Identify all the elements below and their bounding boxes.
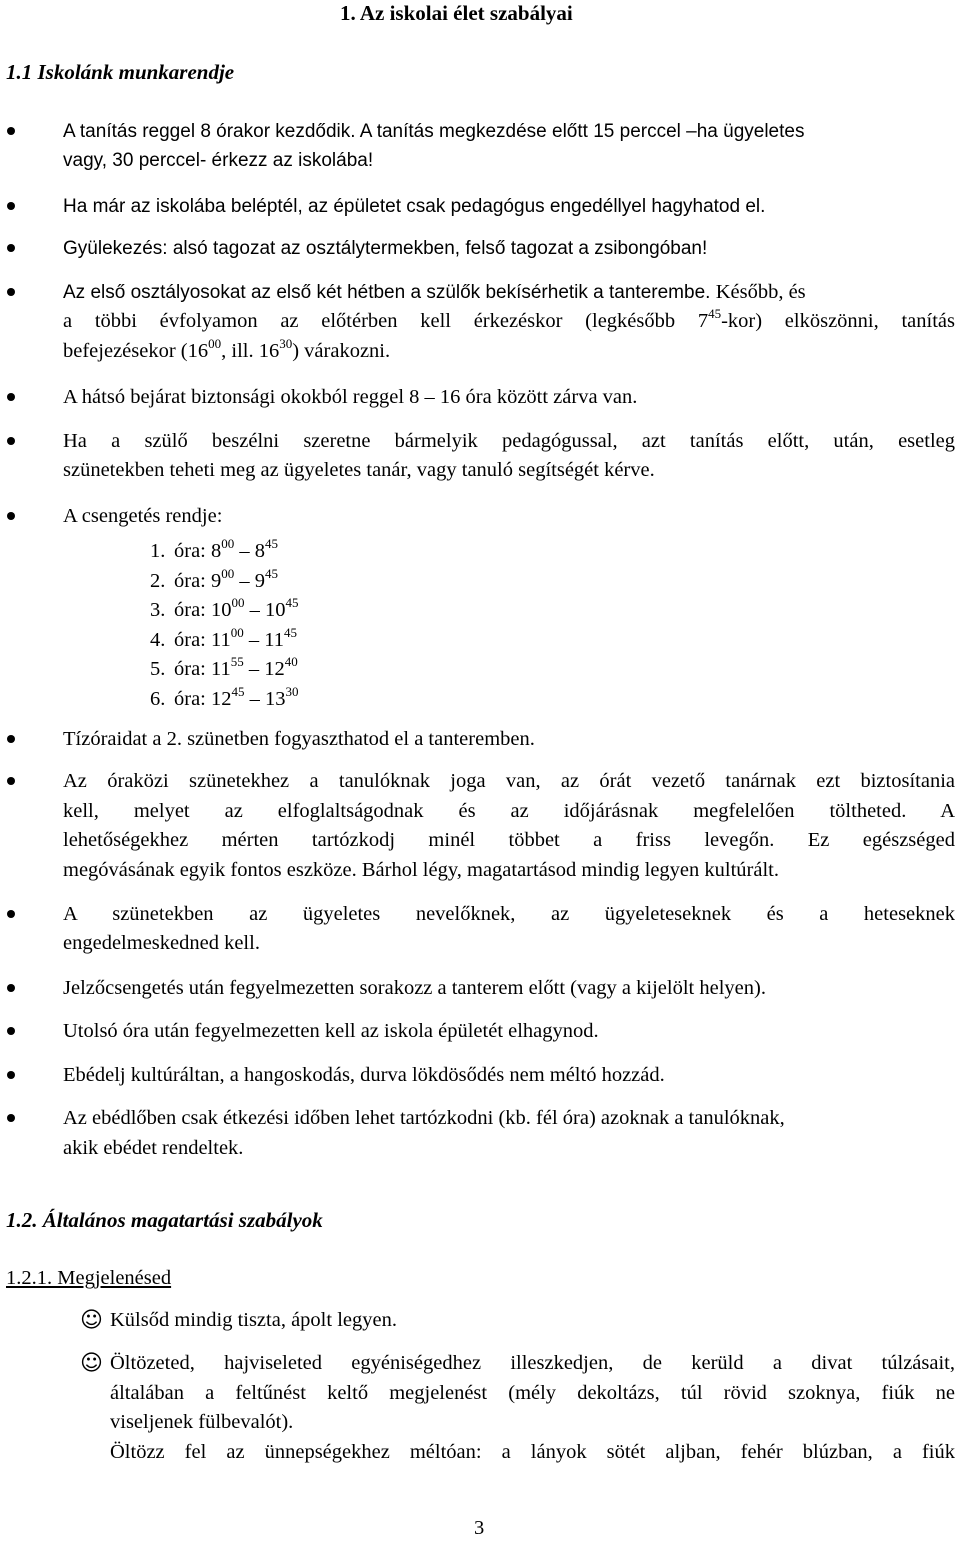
rule-text [110, 1379, 955, 1409]
rule-text-part: Az első osztályosokat az első két hétben a szülők bekísérhetik a tanterembe. [63, 282, 711, 303]
rule-text [63, 307, 955, 337]
schedule-label: óra: [174, 569, 211, 592]
rule-text: A csengetés rendje: [63, 505, 223, 527]
time-sup: 45 [708, 306, 722, 321]
smiley-icon: ☺ [80, 1308, 103, 1333]
rule-text: Külsőd mindig tiszta, ápolt legyen. [110, 1309, 397, 1331]
bullet-icon [7, 1027, 15, 1035]
schedule-start: 11 [211, 658, 231, 680]
rule-text [63, 900, 955, 930]
schedule-start-sup: 45 [231, 683, 245, 699]
rule-text: Az ebédlőben csak étkezési időben lehet tartózkodni (kb. fél óra) azoknak a tanulóknak, [63, 1107, 785, 1129]
rule-text [63, 797, 955, 827]
rule-text [63, 427, 955, 457]
schedule-row [150, 567, 278, 597]
schedule-dash: – [234, 569, 255, 592]
schedule-row [150, 626, 297, 656]
rule-text: Ebédelj kultúráltan, a hangoskodás, durva lökdösődés nem méltó hozzád. [63, 1064, 665, 1086]
rule-text-part: Később, és [715, 281, 806, 303]
rule-text: megóvásának egyik fontos eszköze. Bárhol légy, magatartásod mindig legyen kultúrált. [63, 859, 779, 881]
schedule-dash: – [244, 599, 265, 621]
bullet-icon [7, 735, 15, 743]
rule-text-part: kell, melyet az elfoglaltságodnak és az időjárásnak megfelelően töltheted. A [63, 800, 955, 822]
rule-text-part: A szünetekben az ügyeletes nevelőknek, az ügyeleteseknek és a heteseknek [63, 903, 955, 925]
smiley-icon: ☺ [80, 1351, 103, 1376]
rule-text: szünetekben teheti meg az ügyeletes tanár, vagy tanuló segítségét kérve. [63, 459, 655, 481]
schedule-label: óra: [174, 599, 211, 621]
schedule-end: 12 [264, 658, 285, 680]
rule-text-part: általában a feltűnést keltő megjelenést (mély dekoltázs, túl rövid szoknya, fiúk ne [110, 1382, 955, 1404]
subsection-title: 1.2.1. Megjelenésed [6, 1267, 172, 1289]
rule-text: vagy, 30 perccel- érkezz az iskolába! [63, 150, 374, 171]
schedule-end-sup: 45 [265, 536, 278, 551]
page-number: 3 [474, 1517, 485, 1539]
schedule-start: 9 [211, 569, 222, 592]
schedule-start-sup: 55 [230, 654, 244, 669]
schedule-row [150, 596, 299, 626]
schedule-num: 5. [150, 658, 166, 680]
rule-text: Utolsó óra után fegyelmezetten kell az iskola épületét elhagynod. [63, 1020, 599, 1042]
bullet-icon [7, 777, 15, 785]
rule-text-part: a többi évfolyamon az előtérben kell érkezéskor (legkésőbb 7 [63, 310, 709, 332]
rule-text-part: -kor) elköszönni, tanítás [721, 310, 955, 332]
schedule-start: 11 [211, 628, 231, 651]
schedule-end-sup: 40 [284, 654, 298, 669]
rule-text [63, 826, 955, 856]
schedule-label: óra: [174, 658, 211, 680]
bullet-icon [7, 288, 15, 296]
schedule-dash: – [234, 540, 255, 562]
section-title: 1.2. Általános magatartási szabályok [6, 1208, 323, 1232]
rule-text: engedelmeskedned kell. [63, 932, 260, 954]
rule-text-part: Öltözz fel az ünnepségekhez méltóan: a lányok sötét aljban, fehér blúzban, a fiúk [110, 1441, 955, 1463]
rule-text [63, 278, 806, 308]
schedule-row [150, 655, 298, 685]
rule-text-part: Az óraközi szünetekhez a tanulóknak joga van, az órát vezető tanárnak ezt biztosítania [63, 770, 955, 792]
rule-text: Tízóraidat a 2. szünetben fogyaszthatod el a tanteremben. [63, 728, 535, 750]
schedule-label: óra: [174, 687, 211, 710]
rule-text [110, 1438, 955, 1468]
schedule-num: 2. [150, 569, 166, 592]
rule-text-part: , ill. 16 [221, 340, 280, 362]
schedule-end-sup: 45 [284, 624, 297, 640]
schedule-start: 10 [211, 599, 232, 621]
rule-text [63, 337, 390, 367]
rule-text-part: lehetőségekhez mérten tartózkodj minél többet a friss levegőn. Ez egészséged [63, 829, 955, 851]
schedule-end: 11 [264, 628, 284, 651]
rule-text-part: Öltözeted, hajviseleted egyéniségedhez illeszkedjen, de kerüld a divat túlzásait, [110, 1352, 955, 1374]
rule-text-part: Ha a szülő beszélni szeretne bármelyik pedagógussal, azt tanítás előtt, után, esetleg [63, 430, 955, 452]
schedule-end: 13 [265, 687, 286, 710]
schedule-dash: – [243, 628, 265, 651]
bullet-icon [7, 910, 15, 918]
schedule-end: 9 [254, 569, 265, 592]
schedule-end: 10 [265, 599, 286, 621]
schedule-end-sup: 45 [285, 595, 299, 610]
schedule-label: óra: [174, 628, 211, 651]
rule-text-part: ) várakozni. [292, 340, 391, 362]
schedule-row [150, 537, 278, 567]
rule-text [63, 767, 955, 797]
schedule-end: 8 [254, 540, 265, 562]
schedule-dash: – [243, 658, 265, 680]
rule-text: Jelzőcsengetés után fegyelmezetten sorakozz a tanterem előtt (vagy a kijelölt helyen). [63, 977, 766, 999]
schedule-dash: – [244, 687, 265, 710]
rule-text: A hátsó bejárat biztonsági okokból reggel 8 – 16 óra között zárva van. [63, 386, 638, 408]
bullet-icon [7, 984, 15, 992]
time-sup: 30 [279, 336, 293, 351]
bullet-icon [7, 1114, 15, 1122]
schedule-num: 6. [150, 687, 166, 710]
chapter-title: 1. Az iskolai élet szabályai [340, 1, 573, 25]
bullet-icon [7, 202, 15, 210]
schedule-label: óra: [174, 540, 211, 562]
schedule-num: 3. [150, 599, 166, 621]
schedule-num: 1. [150, 540, 166, 562]
schedule-end-sup: 45 [265, 565, 278, 581]
bullet-icon [7, 393, 15, 401]
rule-text: Ha már az iskolába beléptél, az épületet csak pedagógus engedéllyel hagyhatod el. [63, 196, 766, 217]
time-sup: 00 [208, 336, 222, 351]
schedule-start-sup: 00 [221, 536, 235, 551]
bullet-icon [7, 244, 15, 252]
schedule-end-sup: 30 [285, 683, 299, 699]
rule-text: Gyülekezés: alsó tagozat az osztálytermekben, felső tagozat a zsibongóban! [63, 238, 708, 259]
rule-text: A tanítás reggel 8 órakor kezdődik. A tanítás megkezdése előtt 15 perccel –ha ügyeletes [63, 121, 805, 142]
schedule-start: 12 [211, 687, 232, 710]
bullet-icon [7, 1071, 15, 1079]
rule-text: viseljenek fülbevalót). [110, 1411, 294, 1433]
rule-text-part: befejezésekor (16 [63, 340, 209, 362]
bullet-icon [7, 512, 15, 520]
schedule-start-sup: 00 [230, 624, 244, 640]
schedule-row [150, 685, 299, 715]
section-title: 1.1 Iskolánk munkarendje [6, 60, 235, 84]
schedule-num: 4. [150, 628, 166, 651]
bullet-icon [7, 127, 15, 135]
schedule-start-sup: 00 [221, 565, 235, 581]
schedule-start-sup: 00 [231, 595, 245, 610]
schedule-start: 8 [211, 540, 222, 562]
rule-text: akik ebédet rendeltek. [63, 1137, 244, 1159]
bullet-icon [7, 437, 15, 445]
rule-text [110, 1349, 955, 1379]
